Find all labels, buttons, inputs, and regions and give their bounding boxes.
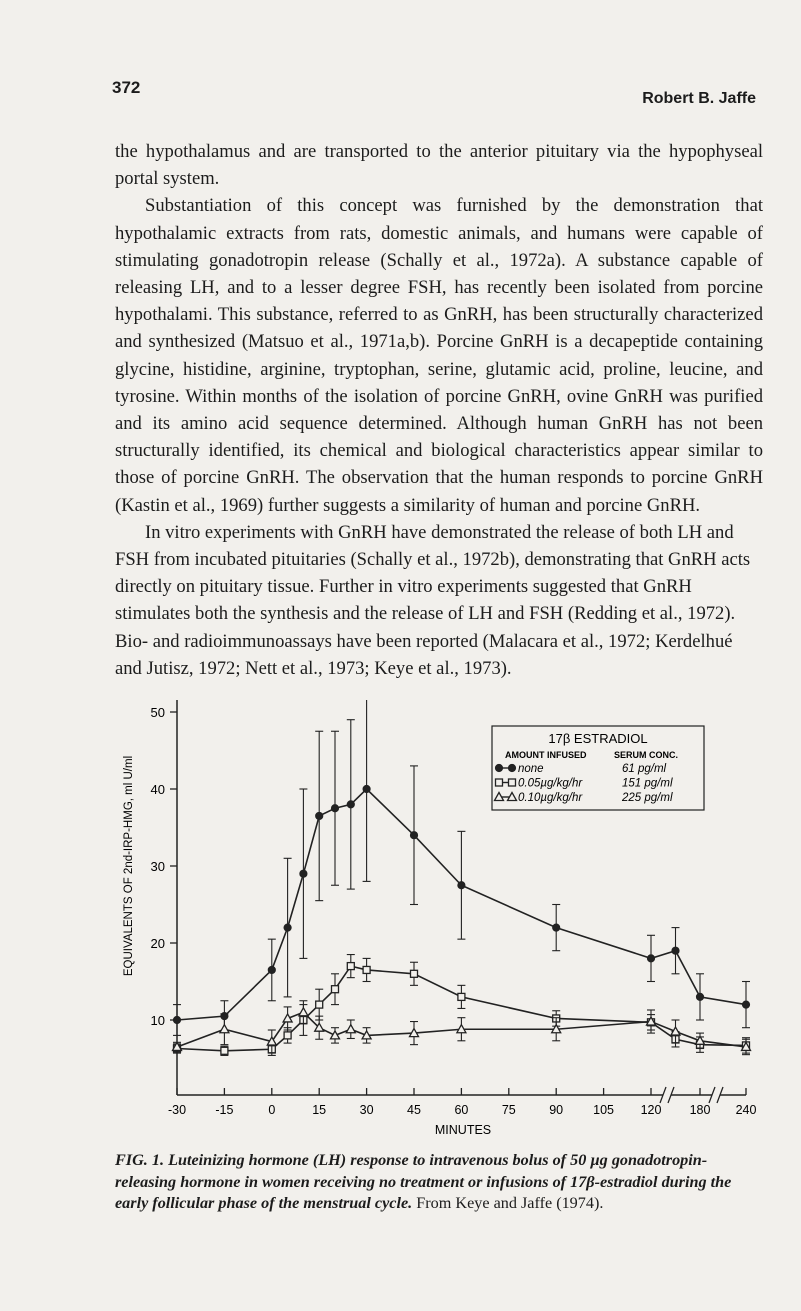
data-point — [346, 1025, 355, 1033]
caption-text: FIG. 1. Luteinizing hormone (LH) response to intravenous bolus of 50 µg gonadotropin-releasing hormone in women receiving no treatment or infusions of 17β-estradiol during the early follicular phase of the menstrual cycle. — [115, 1151, 732, 1213]
figure — [0, 700, 801, 1150]
data-point — [363, 966, 370, 973]
paragraph: In vitro experiments with GnRH have demonstrated the release of both LH and FSH from incubated pituitaries (Schally et al., 1972b), demonstrating that GnRH acts directly on pituitary tissue. Further in vitro experiments suggested that GnRH stimulates both the synthesis and the release of LH and FSH (Redding et al., 1972). Bio- and radioimmunoassays have been reported (Malacara et al., 1972; Kerdelhué and Jutisz, 1972; Nett et al., 1973; Keye et al., 1973). — [115, 521, 751, 679]
data-point — [363, 785, 370, 792]
x-tick-label: 240 — [735, 1103, 757, 1117]
y-tick-label: 30 — [150, 859, 165, 874]
data-point — [347, 963, 354, 970]
x-tick-label: 60 — [454, 1103, 469, 1117]
body-text — [115, 138, 763, 682]
legend-marker — [495, 764, 502, 771]
data-point — [332, 986, 339, 993]
legend-amount: none — [518, 763, 544, 775]
data-point — [220, 1025, 229, 1033]
legend-entry — [495, 763, 666, 775]
legend-marker — [496, 779, 503, 786]
x-tick-label: 45 — [407, 1103, 421, 1117]
legend-conc: 151 pg/ml — [622, 777, 673, 790]
data-point — [173, 1016, 180, 1023]
y-tick-label: 20 — [150, 936, 165, 951]
lh-response-chart — [0, 700, 801, 1150]
legend-entry — [496, 778, 673, 790]
figure-caption — [115, 1150, 765, 1215]
paragraph: the hypothalamus and are transported to the anterior pituitary via the hypophyseal portal system. — [115, 141, 763, 190]
data-point — [742, 1001, 749, 1008]
data-point — [553, 924, 560, 931]
x-axis-label: MINUTES — [434, 1123, 492, 1137]
y-tick-label: 40 — [150, 782, 165, 797]
data-point — [284, 1032, 291, 1039]
legend-entry — [495, 792, 673, 804]
legend-amount: 0.10µg/kg/hr — [518, 792, 583, 804]
legend-title: 17β ESTRADIOL — [548, 731, 648, 746]
running-head: Robert B. Jaffe — [642, 90, 756, 107]
chart-legend — [492, 726, 704, 810]
legend-col-amount: AMOUNT INFUSED — [505, 750, 587, 760]
data-point — [268, 966, 275, 973]
data-point — [299, 1008, 308, 1016]
legend-marker — [509, 779, 516, 786]
x-tick-label: 120 — [640, 1103, 662, 1117]
data-point — [672, 947, 679, 954]
data-point — [411, 970, 418, 977]
data-point — [458, 882, 465, 889]
data-point — [221, 1047, 228, 1054]
x-tick-label: 90 — [549, 1103, 564, 1117]
data-point — [300, 870, 307, 877]
paragraph: Substantiation of this concept was furnished by the demonstration that hypothalamic extracts from rats, domestic animals, and humans were capable of stimulating gonadotropin release (Schally et al., 1972a). A substance capable of releasing LH, and to a lesser degree FSH, has recently been isolated from porcine hypothalami. This substance, referred to as GnRH, has been structurally characterized and synthesized (Matsuo et al., 1971a,b). Porcine GnRH is a decapeptide containing glycine, histidine, arginine, tryptophan, serine, glutamic acid, proline, leucine, and tyrosine. Within months of the isolation of porcine GnRH, ovine GnRH was purified and its amino acid sequence determined. Although human GnRH has not been structurally identified, its chemical and biological characteristics appear similar to those of porcine GnRH. The observation that the human responds to porcine GnRH (Kastin et al., 1969) further suggests a similarity of human and porcine GnRH. — [115, 195, 763, 516]
x-tick-label: 105 — [593, 1103, 615, 1117]
data-point — [647, 955, 654, 962]
x-tick-label: -30 — [167, 1103, 187, 1117]
x-tick-label: 30 — [359, 1103, 374, 1117]
data-point — [316, 812, 323, 819]
caption-source: From Keye and Jaffe (1974). — [416, 1194, 604, 1213]
x-tick-label: 15 — [312, 1103, 327, 1117]
y-tick-label: 10 — [150, 1013, 165, 1028]
legend-amount: 0.05µg/kg/hr — [518, 777, 583, 790]
data-point — [331, 805, 338, 812]
y-axis-label: EQUIVALENTS OF 2nd-IRP-HMG, ml U/ml — [123, 755, 135, 977]
legend-conc: 61 pg/ml — [622, 763, 667, 775]
data-point — [316, 1001, 323, 1008]
data-point — [410, 832, 417, 839]
x-tick-label: 0 — [268, 1103, 276, 1117]
legend-marker — [508, 764, 515, 771]
data-point — [284, 924, 291, 931]
x-tick-label: 75 — [501, 1103, 516, 1117]
page-number: 372 — [112, 78, 141, 97]
x-tick-label: -15 — [215, 1103, 234, 1117]
legend-conc: 225 pg/ml — [622, 792, 673, 804]
data-point — [458, 993, 465, 1000]
data-point — [696, 993, 703, 1000]
y-tick-label: 50 — [150, 705, 165, 720]
legend-col-conc: SERUM CONC. — [614, 750, 679, 760]
x-tick-label: 180 — [689, 1103, 711, 1117]
data-point — [347, 801, 354, 808]
